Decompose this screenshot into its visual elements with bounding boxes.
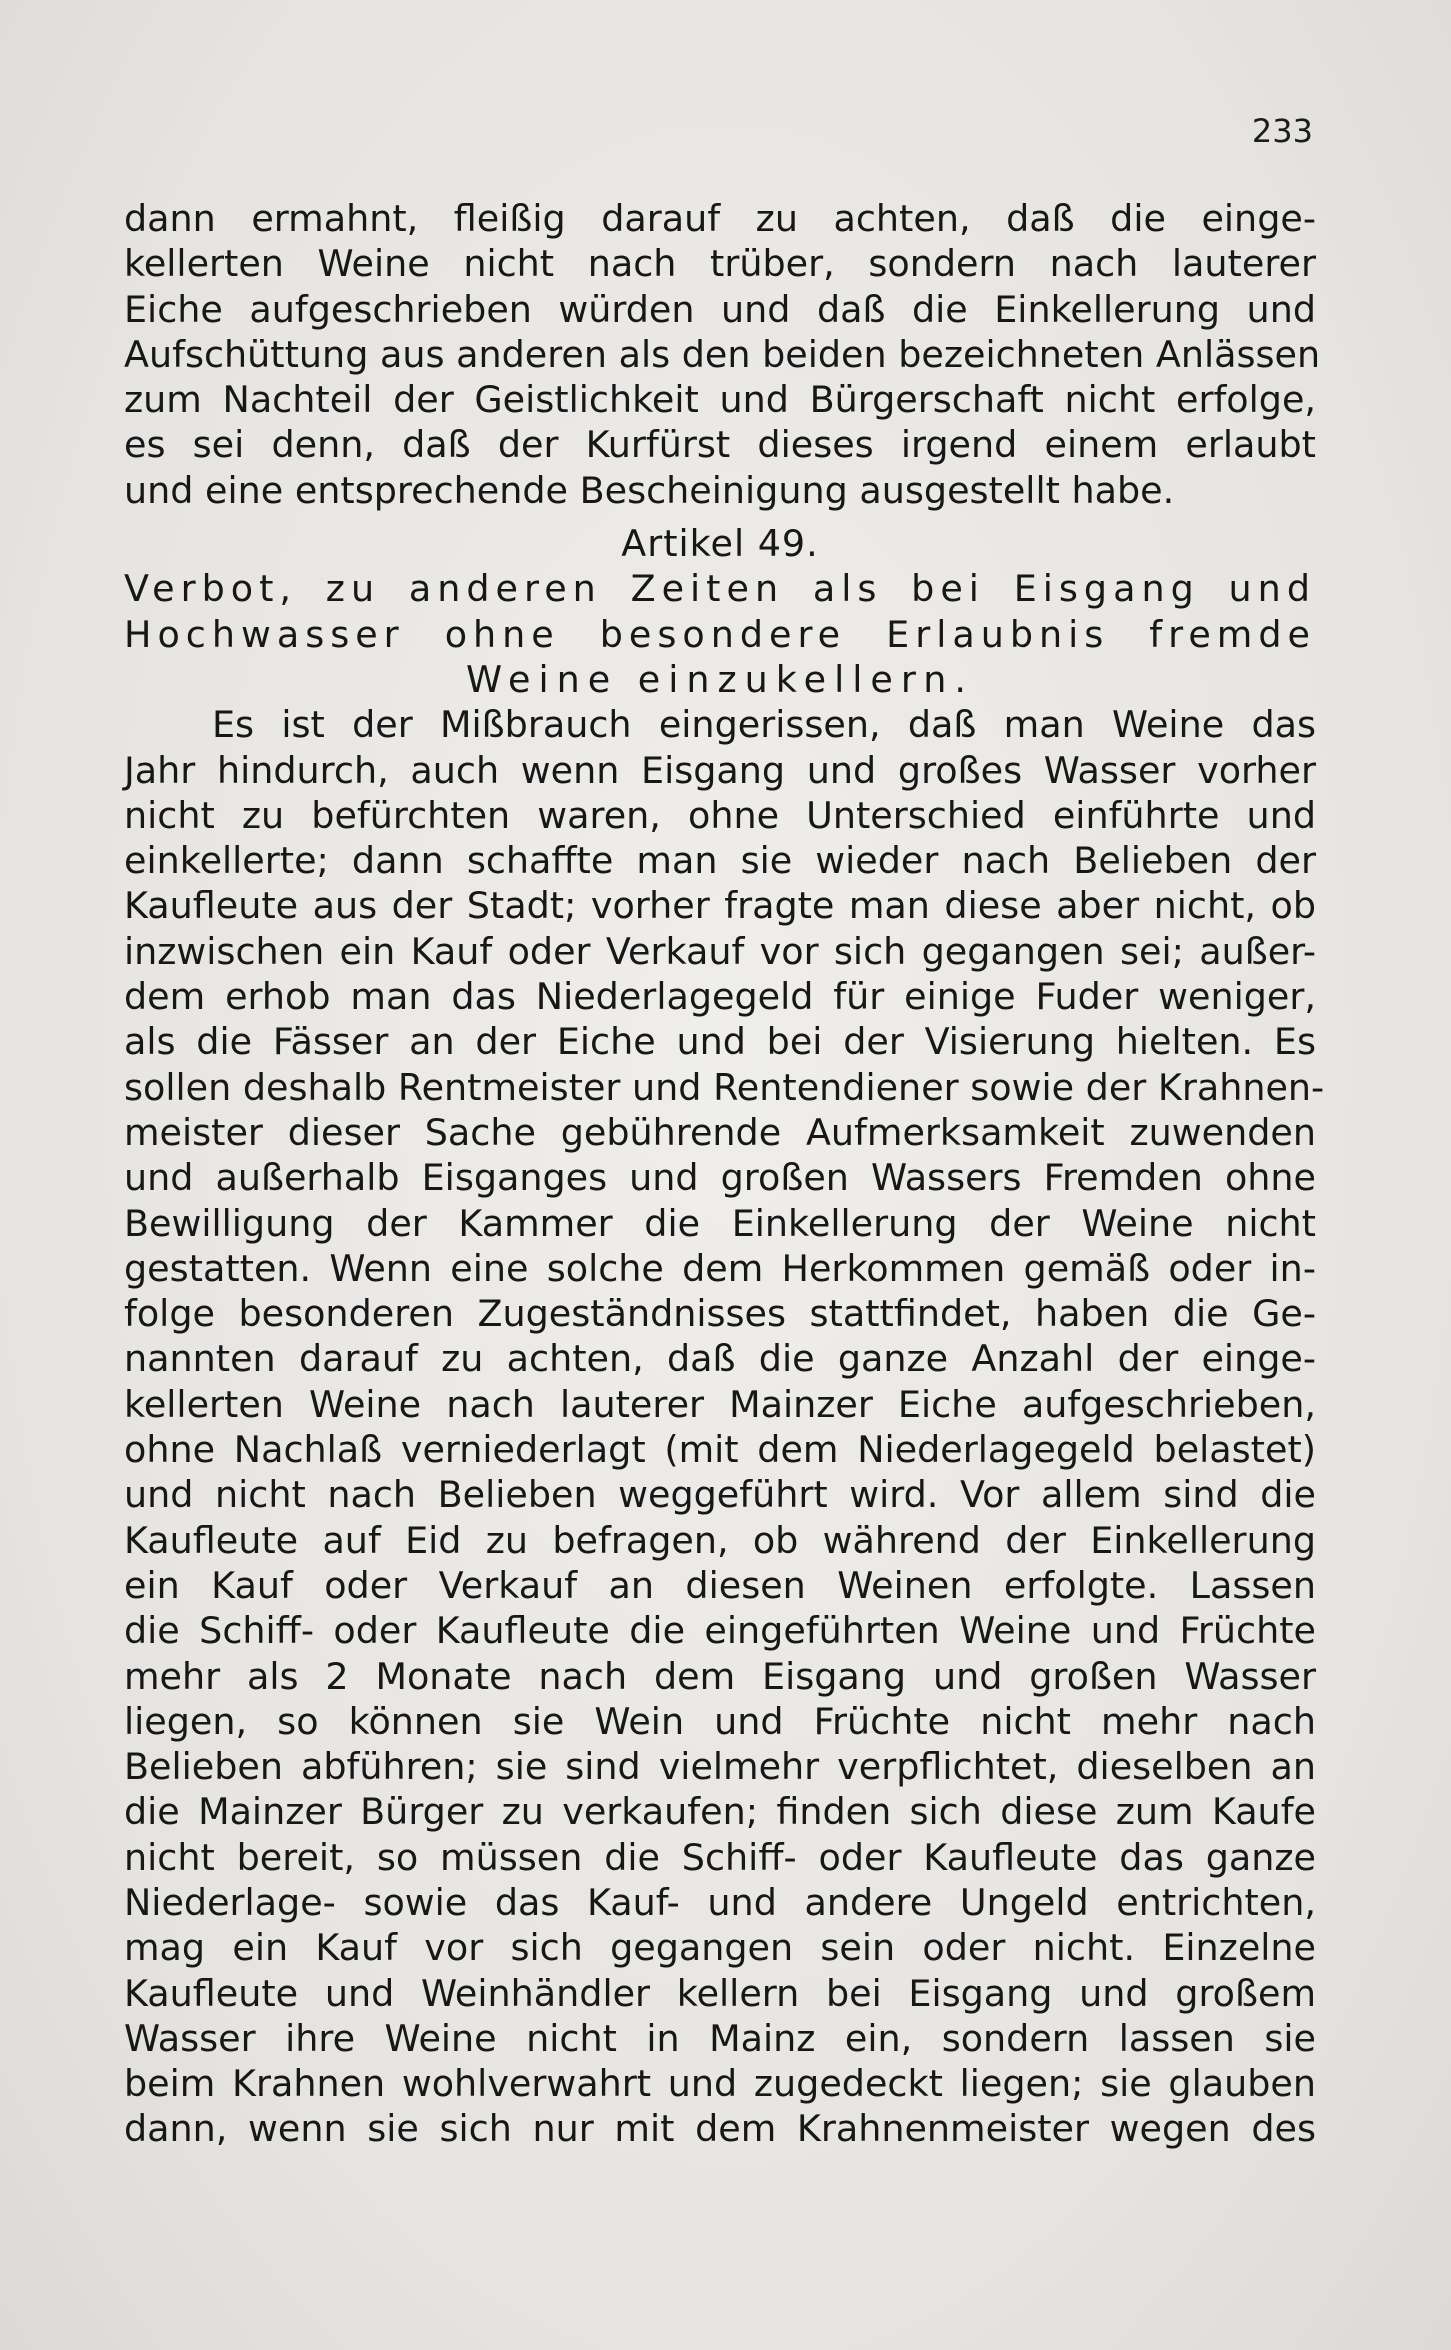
text-line: es sei denn, daß der Kurfürst dieses irgend einem erlaubt — [124, 423, 1316, 467]
text-line: ein Kauf oder Verkauf an diesen Weinen erfolgte. Lassen — [124, 1563, 1316, 1607]
text-line: Kaufleute aus der Stadt; vorher fragte man diese aber nicht, ob — [124, 884, 1316, 928]
article-title-line: Verbot, zu anderen Zeiten als bei Eisgang und — [124, 567, 1316, 611]
text-line: ohne Nachlaß verniederlagt (mit dem Niederlagegeld belastet) — [124, 1428, 1316, 1472]
text-line: kellerten Weine nach lauterer Mainzer Eiche aufgeschrieben, — [124, 1382, 1316, 1426]
text-line: mehr als 2 Monate nach dem Eisgang und großen Wasser — [124, 1654, 1316, 1698]
text-line: Kaufleute und Weinhändler kellern bei Eisgang und großem — [124, 1971, 1316, 2015]
text-line: Kaufleute auf Eid zu befragen, ob während der Einkellerung — [124, 1518, 1316, 1562]
text-line: sollen deshalb Rentmeister und Rentendiener sowie der Krahnen- — [124, 1065, 1325, 1109]
text-line: Es ist der Mißbrauch eingerissen, daß man Weine das — [212, 703, 1316, 747]
text-line: beim Krahnen wohlverwahrt und zugedeckt liegen; sie glauben — [124, 2062, 1316, 2106]
text-line: die Mainzer Bürger zu verkaufen; finden sich diese zum Kaufe — [124, 1790, 1316, 1834]
text-line: die Schiff- oder Kaufleute die eingeführten Weine und Früchte — [124, 1609, 1316, 1653]
body-text — [124, 196, 1325, 2152]
text-line: Belieben abführen; sie sind vielmehr verpflichtet, dieselben an — [124, 1745, 1316, 1789]
paragraph-1 — [124, 196, 1321, 513]
text-line: meister dieser Sache gebührende Aufmerksamkeit zuwenden — [124, 1110, 1316, 1154]
page-number: 233 — [1251, 112, 1313, 150]
text-line: nicht zu befürchten waren, ohne Unterschied einführte und — [124, 793, 1316, 837]
text-line: zum Nachteil der Geistlichkeit und Bürgerschaft nicht erfolge, — [124, 378, 1316, 422]
article-title-line: Weine einzukellern. — [466, 657, 974, 701]
text-line: und eine entsprechende Bescheinigung ausgestellt habe. — [124, 468, 1175, 512]
text-line: und nicht nach Belieben weggeführt wird. Vor allem sind die — [124, 1473, 1316, 1517]
text-line: mag ein Kauf vor sich gegangen sein oder nicht. Einzelne — [124, 1926, 1316, 1970]
text-line: als die Fässer an der Eiche und bei der Visierung hielten. Es — [124, 1020, 1316, 1064]
text-line: Bewilligung der Kammer die Einkellerung der Weine nicht — [124, 1201, 1316, 1245]
text-line: inzwischen ein Kauf oder Verkauf vor sich gegangen sei; außer- — [124, 929, 1316, 973]
text-line: dann, wenn sie sich nur mit dem Krahnenmeister wegen des — [124, 2107, 1316, 2151]
text-line: und außerhalb Eisganges und großen Wassers Fremden ohne — [124, 1156, 1316, 1200]
article-title-line: Hochwasser ohne besondere Erlaubnis fremde — [124, 612, 1316, 656]
paragraph-2 — [124, 702, 1325, 2152]
text-line: liegen, so können sie Wein und Früchte nicht mehr nach — [124, 1699, 1316, 1743]
text-line: nicht bereit, so müssen die Schiff- oder Kaufleute das ganze — [124, 1835, 1316, 1879]
text-line: Wasser ihre Weine nicht in Mainz ein, sondern lassen sie — [124, 2016, 1316, 2060]
text-line: Aufschüttung aus anderen als den beiden bezeichneten Anlässen — [124, 332, 1321, 376]
text-line: nannten darauf zu achten, daß die ganze Anzahl der einge- — [124, 1337, 1316, 1381]
article-heading: Artikel 49. — [621, 522, 819, 566]
text-line: folge besonderen Zugeständnisses stattfindet, haben die Ge- — [124, 1292, 1316, 1336]
text-line: gestatten. Wenn eine solche dem Herkommen gemäß oder in- — [124, 1246, 1316, 1290]
text-line: dann ermahnt, fleißig darauf zu achten, daß die einge- — [124, 197, 1316, 240]
text-line: Jahr hindurch, auch wenn Eisgang und großes Wasser vorher — [124, 748, 1316, 792]
text-line: dem erhob man das Niederlagegeld für einige Fuder weniger, — [124, 975, 1316, 1019]
text-line: einkellerte; dann schaffte man sie wieder nach Belieben der — [124, 839, 1316, 883]
text-line: Eiche aufgeschrieben würden und daß die Einkellerung und — [124, 287, 1316, 331]
text-line: Niederlage- sowie das Kauf- und andere Ungeld entrichten, — [124, 1880, 1316, 1924]
article-title — [124, 566, 1316, 702]
text-line: kellerten Weine nicht nach trüber, sondern nach lauterer — [124, 242, 1316, 286]
